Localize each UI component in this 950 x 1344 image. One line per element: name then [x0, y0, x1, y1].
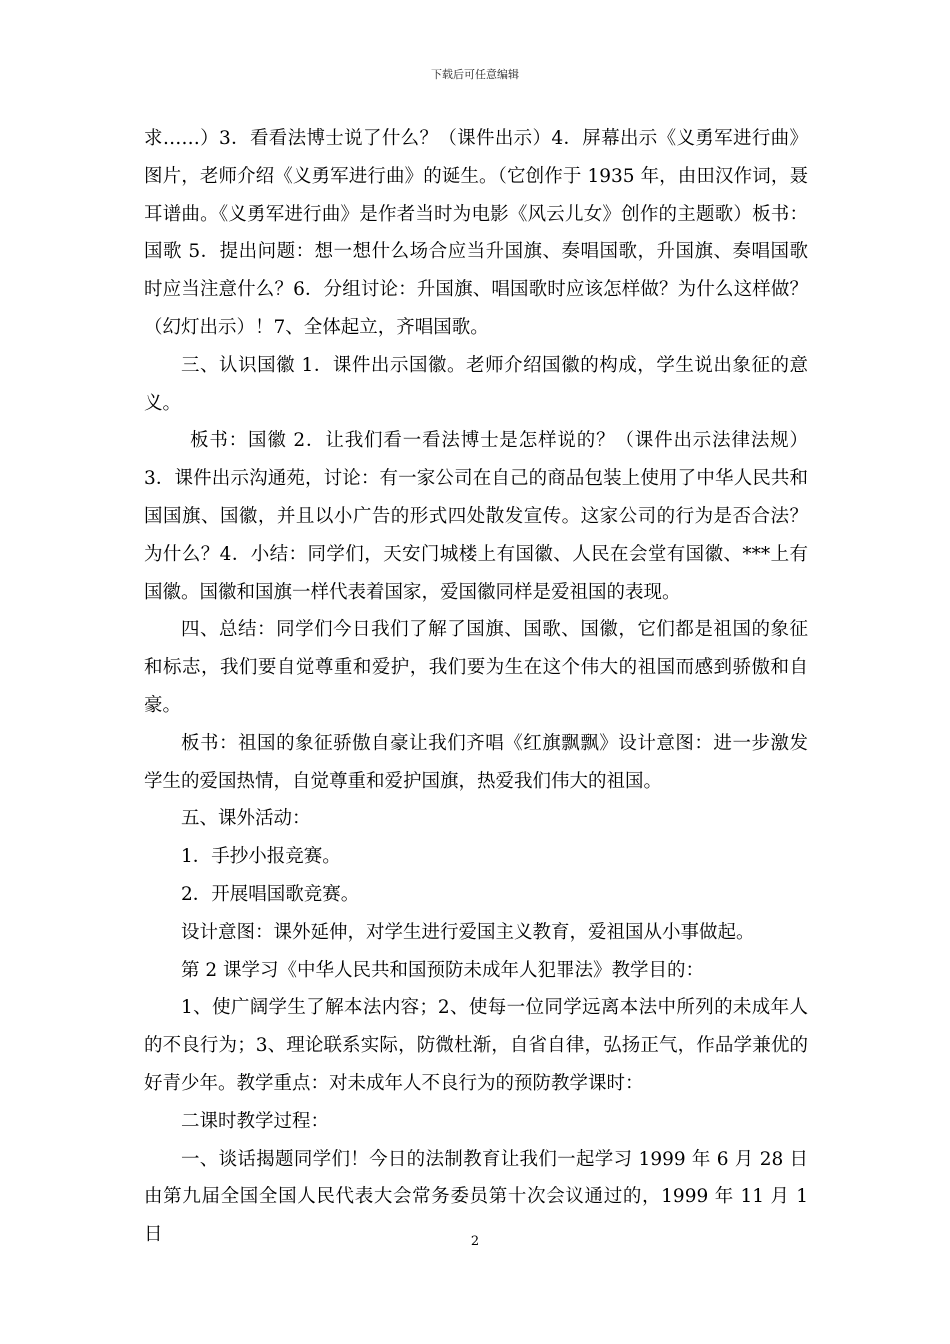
paragraph-teaching-goals: 1、使广阔学生了解本法内容；2、使每一位同学远离本法中所列的未成年人的不良行为；3、理论联系实际，防微杜渐，自省自律，弘扬正气，作品学兼优的好青少年。教学重点：对未成年人不良行为的预防教学课时：	[144, 997, 808, 1094]
page-header: 下载后可任意编辑	[431, 68, 519, 81]
paragraph-national-anthem: 求……）3．看看法博士说了什么？（课件出示）4．屏幕出示《义勇军进行曲》图片，老师介绍《义勇军进行曲》的诞生。（它创作于 1935 年，由田汉作词，聂耳谱曲。《义勇军进行曲》是作者当时为电影《风云儿女》创作的主题歌）板书：国歌 5．提出问题：想一想什么场合应当升国旗、奏唱国歌，升国旗、奏唱国歌时应当注意什么？6．分组讨论：升国旗、唱国歌时应该怎样做？为什么这样做？（幻灯出示）！7、全体起立，齐唱国歌。	[144, 128, 808, 338]
paragraph-national-emblem-intro: 三、认识国徽 1．课件出示国徽。老师介绍国徽的构成，学生说出象征的意义。	[144, 354, 808, 414]
heading-teaching-process: 二课时教学过程：	[181, 1110, 330, 1132]
document-body	[144, 120, 808, 1254]
paragraph-design-intent: 设计意图：课外延伸，对学生进行爱国主义教育，爱祖国从小事做起。	[181, 921, 755, 943]
paragraph-introduction: 一、谈话揭题同学们！今日的法制教育让我们一起学习 1999 年 6 月 28 日由第九届全国全国人民代表大会常务委员第十次会议通过的，1999 年 11 月 1 日	[144, 1148, 808, 1246]
heading-extracurricular: 五、课外活动：	[181, 808, 311, 830]
page-number: 2	[470, 1234, 480, 1249]
list-item-anthem-contest: 2．开展唱国歌竞赛。	[181, 883, 360, 905]
paragraph-summary: 四、总结：同学们今日我们了解了国旗、国歌、国徽，它们都是祖国的象征和标志，我们要自觉尊重和爱护，我们要为生在这个伟大的祖国而感到骄傲和自豪。	[144, 619, 808, 716]
paragraph-emblem-discussion: 板书：国徽 2．让我们看一看法博士是怎样说的？（课件出示法律法规）3．课件出示沟通苑，讨论：有一家公司在自己的商品包装上使用了中华人民共和国国旗、国徽，并且以小广告的形式四处散发宣传。这家公司的行为是否合法？为什么？4．小结：同学们，天安门城楼上有国徽、人民在会堂有国徽、***上有国徽。国徽和国旗一样代表着国家，爱国徽同样是爱祖国的表现。	[144, 430, 808, 603]
paragraph-board-writing: 板书：祖国的象征骄傲自豪让我们齐唱《红旗飘飘》设计意图：进一步激发学生的爱国热情，自觉尊重和爱护国旗，热爱我们伟大的祖国。	[144, 732, 808, 792]
list-item-newspaper-contest: 1．手抄小报竞赛。	[181, 846, 341, 868]
lesson-2-title: 第 2 课学习《中华人民共和国预防未成年人犯罪法》教学目的：	[181, 959, 705, 981]
